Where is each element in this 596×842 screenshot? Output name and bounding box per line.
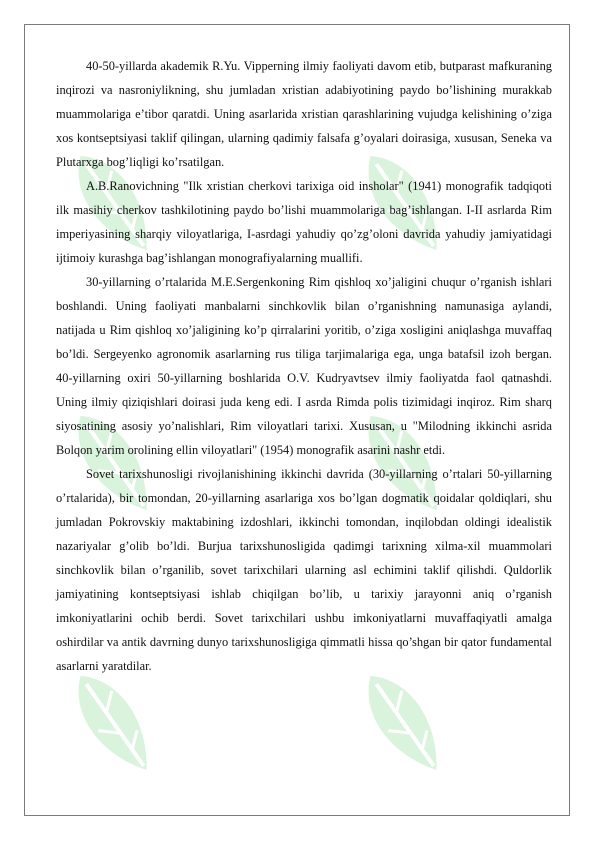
paragraph: Sovet tarixshunosligi rivojlanishining ikkinchi davrida (30-yillarning o’rtalari 50-yillarning o’rtalarida), bir tomondan, 20-yillarning asarlariga xos bo’lgan dogmatik qoidalar qoldiqlari, shu jumladan Pokrovskiy maktabining izdoshlari, ikkinchi tomondan, inqilobdan oldingi idealistik nazariyalar g’olib bo’ldi. Burjua tarixshunosligida qadimgi tarixning xilma-xil muammolari sinchkovlik bilan o’rganilib, sovet tarixchilari ularning asl echimini taklif qilishdi. Quldorlik jamiyatining kontseptsiyasi ishlab chiqilgan bo’lib, u tarixiy jarayonni aniq o’rganish imkoniyatlarini ochib berdi. Sovet tarixchilari ushbu imkoniyatlarni muvaffaqiyatli amalga oshirdilar va antik davrning dunyo tarixshunosligiga qimmatli hissa qo’shgan bir qator fundamental asarlarni yaratdilar. xyxy=(56,467,552,673)
paragraph: 40-50-yillarda akademik R.Yu. Vipperning ilmiy faoliyati davom etib, butparast mafkuraning inqirozi va nasroniylikning, shu jumladan xristian adabiyotining paydo bo’lishining murakkab muammolariga e’tibor qaratdi. Uning asarlarida xristian qarashlarining vujudga kelishining o’ziga xos kontseptsiyasi taklif qilingan, ularning qadimiy falsafa g’oyalari doirasiga, xususan, Seneka va Plutarxga bog’liqligi ko’rsatilgan. xyxy=(56,59,552,169)
document-body xyxy=(56,54,552,678)
paragraph: 30-yillarning o’rtalarida M.E.Sergenkoning Rim qishloq xo’jaligini chuqur o’rganish ishlari boshlandi. Uning faoliyati manbalarni sinchkovlik bilan o’rganishning namunasiga aylandi, natijada u Rim qishloq xo’jaligining ko’p qirralarini yoritib, o’ziga xosligini aniqlashga muvaffaq bo’ldi. Sergeyenko agronomik asarlarning rus tiliga tarjimalariga ega, unga batafsil izoh bergan. 40-yillarning oxiri 50-yillarning boshlarida O.V. Kudryavtsev ilmiy faoliyatda faol qatnashdi. Uning ilmiy qiziqishlari doirasi juda keng edi. I asrda Rimda polis tizimidagi inqiroz. Rim sharq siyosatining asosiy yo’nalishlari, Rim viloyatlari tarixi. Xususan, u "Milodning ikkinchi asrida Bolqon yarim orolining ellin viloyatlari" (1954) monografik asarini nashr etdi. xyxy=(56,275,552,457)
paragraph: A.B.Ranovichning "Ilk xristian cherkovi tarixiga oid insholar" (1941) monografik tadqiqoti ilk masihiy cherkov tashkilotining paydo bo’lishi muammolariga bag’ishlangan. I-II asrlarda Rim imperiyasining sharqiy viloyatlariga, I-asrdagi yahudiy qo’zg’oloni davrida yahudiy jamiyatidagi ijtimoiy kurashga bag’ishlangan monografiyalarning muallifi. xyxy=(56,179,552,265)
